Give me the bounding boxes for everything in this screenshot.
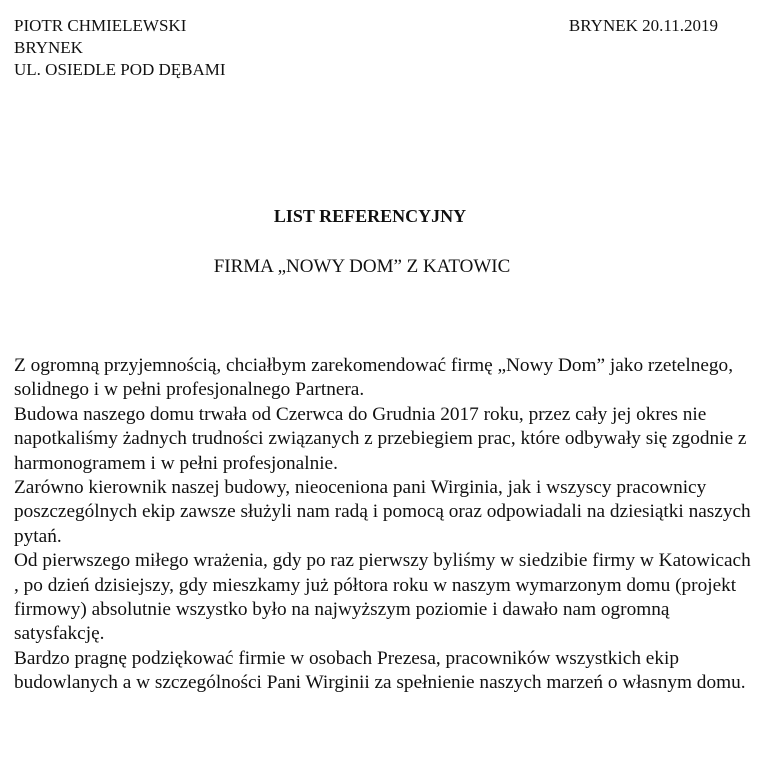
letter-body xyxy=(14,354,754,696)
paragraph: Z ogromną przyjemnością, chciałbym zarekomendować firmę „Nowy Dom” jako rzetelnego, solidnego i w pełni profesjonalnego Partnera. xyxy=(14,355,734,401)
sender-address xyxy=(14,15,226,81)
paragraph: Od pierwszego miłego wrażenia, gdy po raz pierwszy byliśmy w siedzibie firmy w Katowicach , po dzień dzisiejszy, gdy mieszkamy już półtora roku w naszym wymarzonym domu (projekt firmowy) absolutnie wszystko było na najwyższym poziomie i dawało nam ogromną satysfakcję. xyxy=(14,550,751,645)
letter-subtitle: FIRMA „NOWY DOM” Z KATOWIC xyxy=(213,256,511,277)
paragraph: Bardzo pragnę podziękować firmie w osobach Prezesa, pracowników wszystkich ekip budowlanych a w szczególności Pani Wirginii za spełnienie naszych marzeń o własnym domu. xyxy=(14,647,746,694)
place-date: BRYNEK 20.11.2019 xyxy=(568,16,718,35)
sender-street: UL. OSIEDLE POD DĘBAMI xyxy=(14,60,226,79)
paragraph: Budowa naszego domu trwała od Czerwca do Grudnia 2017 roku, przez cały jej okres nie napotkaliśmy żadnych trudności związanych z przebiegiem prac, które odbywały się zgodnie z harmonogramem i w pełni profesjonalnie. xyxy=(14,403,747,474)
sender-city: BRYNEK xyxy=(14,38,83,57)
paragraph: Zarówno kierownik naszej budowy, nieoceniona pani Wirginia, jak i wszyscy pracownicy poszczególnych ekip zawsze służyli nam radą i pomocą oraz odpowiadali na dziesiątki naszych pytań. xyxy=(14,477,751,547)
sender-name: PIOTR CHMIELEWSKI xyxy=(14,16,187,35)
letter-title: LIST REFERENCYJNY xyxy=(273,206,467,226)
